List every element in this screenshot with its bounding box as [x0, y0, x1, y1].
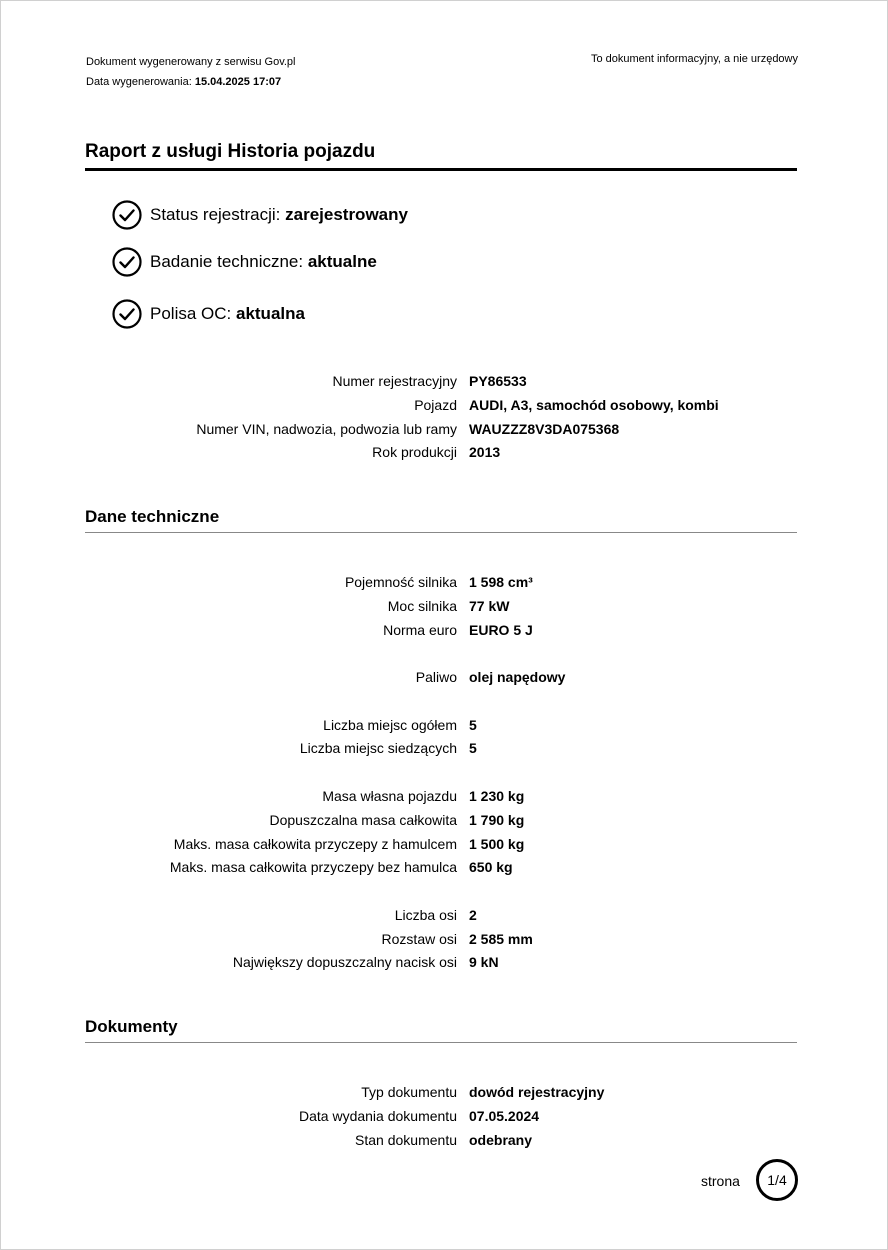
technical-row	[0, 927, 888, 951]
field-value: 1 790 kg	[469, 812, 525, 828]
field-value: AUDI, A3, samochód osobowy, kombi	[469, 397, 719, 413]
page-number: 1/4	[756, 1159, 798, 1201]
document-row	[0, 1128, 888, 1152]
source-note: Dokument wygenerowany z serwisu Gov.pl	[86, 56, 296, 68]
field-label: Pojazd	[414, 397, 457, 413]
technical-row	[0, 713, 888, 737]
field-label: Norma euro	[383, 622, 457, 638]
status-label: Status rejestracji:	[150, 205, 281, 224]
field-value: 77 kW	[469, 598, 510, 614]
vehicle-row	[0, 393, 888, 417]
document-row	[0, 1080, 888, 1104]
field-label: Typ dokumentu	[361, 1084, 457, 1100]
check-circle-icon	[112, 299, 142, 329]
report-title: Raport z usługi Historia pojazdu	[85, 141, 797, 171]
field-value: dowód rejestracyjny	[469, 1084, 605, 1100]
technical-row	[0, 665, 888, 689]
field-label: Stan dokumentu	[355, 1132, 457, 1148]
technical-row	[0, 903, 888, 927]
document-row	[0, 1104, 888, 1128]
field-value: 2013	[469, 444, 501, 460]
technical-row	[0, 950, 888, 974]
status-insurance	[112, 299, 305, 329]
generated-label: Data wygenerowania:	[86, 76, 195, 88]
field-value: 1 598 cm³	[469, 574, 533, 590]
status-value: aktualne	[307, 252, 377, 271]
field-label: Największy dopuszczalny nacisk osi	[232, 954, 457, 970]
field-label: Rok produkcji	[372, 444, 457, 460]
field-value: PY86533	[469, 373, 527, 389]
field-value: 5	[469, 740, 477, 756]
check-circle-icon	[112, 247, 142, 277]
field-label: Numer rejestracyjny	[332, 373, 457, 389]
status-value: zarejestrowany	[285, 205, 408, 224]
field-label: Paliwo	[415, 669, 457, 685]
field-value: 2 585 mm	[469, 931, 533, 947]
notice-text: To dokument informacyjny, a nie urzędowy	[590, 53, 798, 65]
field-value: EURO 5 J	[469, 622, 533, 638]
field-value: 9 kN	[469, 954, 499, 970]
technical-row	[0, 594, 888, 618]
vehicle-row	[0, 440, 888, 464]
check-circle-icon	[112, 200, 142, 230]
status-registration	[112, 200, 408, 230]
page-label: strona	[701, 1173, 740, 1189]
field-label: Numer VIN, nadwozia, podwozia lub ramy	[196, 421, 457, 437]
field-value: olej napędowy	[469, 669, 566, 685]
field-value: 5	[469, 717, 477, 733]
technical-row	[0, 832, 888, 856]
field-label: Liczba miejsc siedzących	[299, 740, 457, 756]
field-label: Liczba miejsc ogółem	[323, 717, 457, 733]
status-inspection	[112, 247, 377, 277]
field-value: 07.05.2024	[469, 1108, 540, 1124]
technical-row	[0, 570, 888, 594]
generated-value: 15.04.2025 17:07	[194, 76, 282, 88]
field-value: 650 kg	[469, 859, 513, 875]
status-label: Badanie techniczne:	[150, 252, 304, 271]
status-label: Polisa OC:	[150, 304, 232, 323]
field-label: Masa własna pojazdu	[322, 788, 457, 804]
field-label: Maks. masa całkowita przyczepy z hamulcem	[173, 836, 457, 852]
technical-row	[0, 618, 888, 642]
field-label: Liczba osi	[394, 907, 457, 923]
field-label: Rozstaw osi	[381, 931, 457, 947]
vehicle-row	[0, 369, 888, 393]
field-value: 1 230 kg	[469, 788, 525, 804]
status-value: aktualna	[235, 304, 305, 323]
section-heading-documents: Dokumenty	[85, 1017, 797, 1043]
technical-row	[0, 784, 888, 808]
field-label: Data wydania dokumentu	[299, 1108, 457, 1124]
field-value: WAUZZZ8V3DA075368	[469, 421, 620, 437]
technical-row	[0, 808, 888, 832]
field-value: 1 500 kg	[469, 836, 525, 852]
technical-row	[0, 736, 888, 760]
field-value: 2	[469, 907, 477, 923]
field-label: Maks. masa całkowita przyczepy bez hamulca	[169, 859, 457, 875]
field-label: Moc silnika	[387, 598, 457, 614]
field-label: Dopuszczalna masa całkowita	[269, 812, 457, 828]
field-value: odebrany	[469, 1132, 533, 1148]
generated-date	[86, 72, 296, 92]
technical-row	[0, 855, 888, 879]
section-heading-technical: Dane techniczne	[85, 507, 797, 533]
vehicle-row	[0, 417, 888, 441]
field-label: Pojemność silnika	[344, 574, 457, 590]
header-left	[86, 52, 296, 92]
